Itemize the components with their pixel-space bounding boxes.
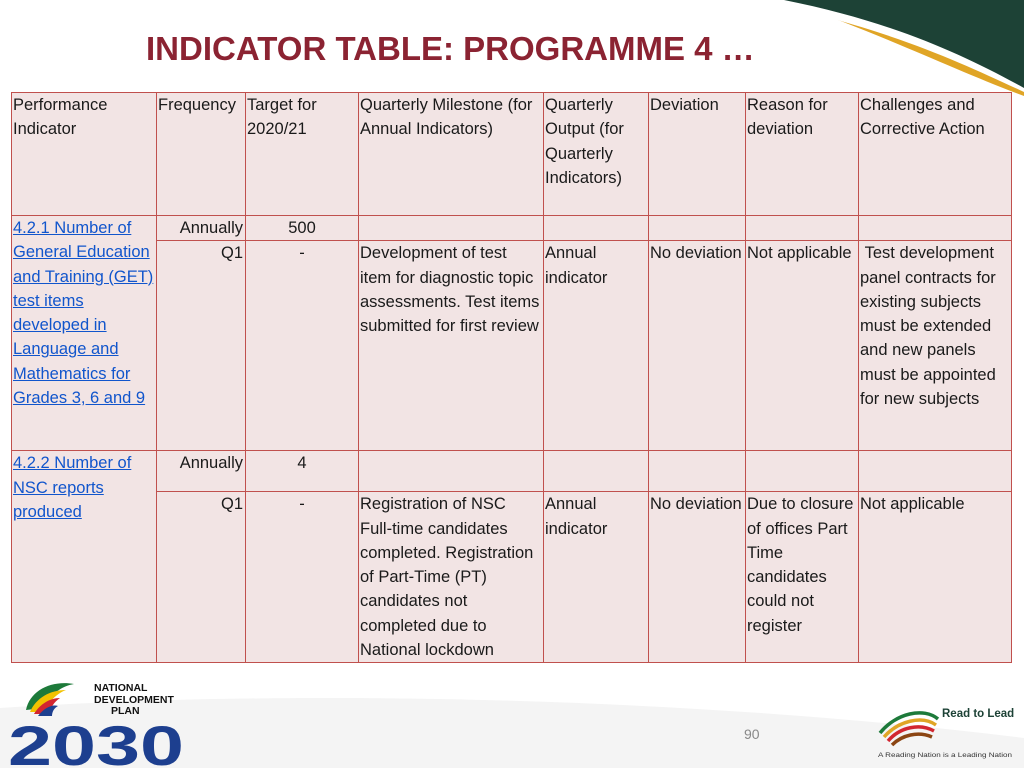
corner-decoration-top [724,0,1024,96]
page-number: 90 [744,726,760,742]
output-cell [544,216,649,241]
ndp-line1-text: NATIONAL [94,682,148,694]
output-cell: Annual indicator [544,492,649,663]
frequency-cell: Q1 [157,241,246,451]
deviation-cell: No deviation [649,241,746,451]
milestone-cell [359,451,544,492]
header-cell: Quarterly Output (for Quarterly Indicators) [544,93,649,216]
ndp-2030-logo [8,676,188,768]
output-cell [544,451,649,492]
milestone-cell: Registration of NSC Full-time candidates completed. Registration of Part-Time (PT) candidates not completed due to National lockdown [359,492,544,663]
challenges-cell [859,216,1012,241]
header-cell: Target for 2020/21 [246,93,359,216]
ndp-year-text: 2030 [8,714,184,768]
deviation-cell: No deviation [649,492,746,663]
rtl-name-text: Read to Lead [942,708,1014,720]
header-cell: Quarterly Milestone (for Annual Indicators) [359,93,544,216]
reason-cell [746,451,859,492]
reason-cell [746,216,859,241]
indicator-link[interactable]: 4.2.1 Number of General Education and Training (GET) test items developed in Language and Mathematics for Grades 3, 6 and 9 [13,219,154,408]
frequency-cell: Annually [157,216,246,241]
indicator-table [11,92,1012,663]
header-cell: Reason for deviation [746,93,859,216]
challenges-cell: Not applicable [859,492,1012,663]
target-cell: 500 [246,216,359,241]
header-cell: Performance Indicator [12,93,157,216]
output-cell: Annual indicator [544,241,649,451]
reason-cell: Not applicable [746,241,859,451]
challenges-cell [859,451,1012,492]
target-cell: 4 [246,451,359,492]
table-row [12,492,1012,663]
ndp-line2-text: DEVELOPMENT [94,694,174,706]
table-header-row [12,93,1012,216]
slide-title: INDICATOR TABLE: PROGRAMME 4 … [146,30,755,67]
frequency-cell: Annually [157,451,246,492]
deviation-cell [649,451,746,492]
indicator-link[interactable]: 4.2.2 Number of NSC reports produced [13,454,132,521]
header-cell: Deviation [649,93,746,216]
read-to-lead-logo [876,695,1014,761]
table-row [12,241,1012,451]
header-cell: Frequency [157,93,246,216]
frequency-cell: Q1 [157,492,246,663]
flag-emblem-icon [26,683,74,716]
milestone-cell [359,216,544,241]
indicator-cell [12,216,157,451]
indicator-cell [12,451,157,663]
rtl-tagline-text: A Reading Nation is a Leading Nation [878,752,1013,759]
deviation-cell [649,216,746,241]
target-cell: - [246,492,359,663]
table-row [12,451,1012,492]
challenges-cell: Test development panel contracts for existing subjects must be extended and new panels must be appointed for new subjects [859,241,1012,451]
book-arcs-icon [880,713,938,745]
table-row [12,216,1012,241]
reason-cell: Due to closure of offices Part Time candidates could not register [746,492,859,663]
header-cell: Challenges and Corrective Action [859,93,1012,216]
ndp-line3-text: PLAN [111,705,140,717]
milestone-cell: Development of test item for diagnostic topic assessments. Test items submitted for first review [359,241,544,451]
target-cell: - [246,241,359,451]
